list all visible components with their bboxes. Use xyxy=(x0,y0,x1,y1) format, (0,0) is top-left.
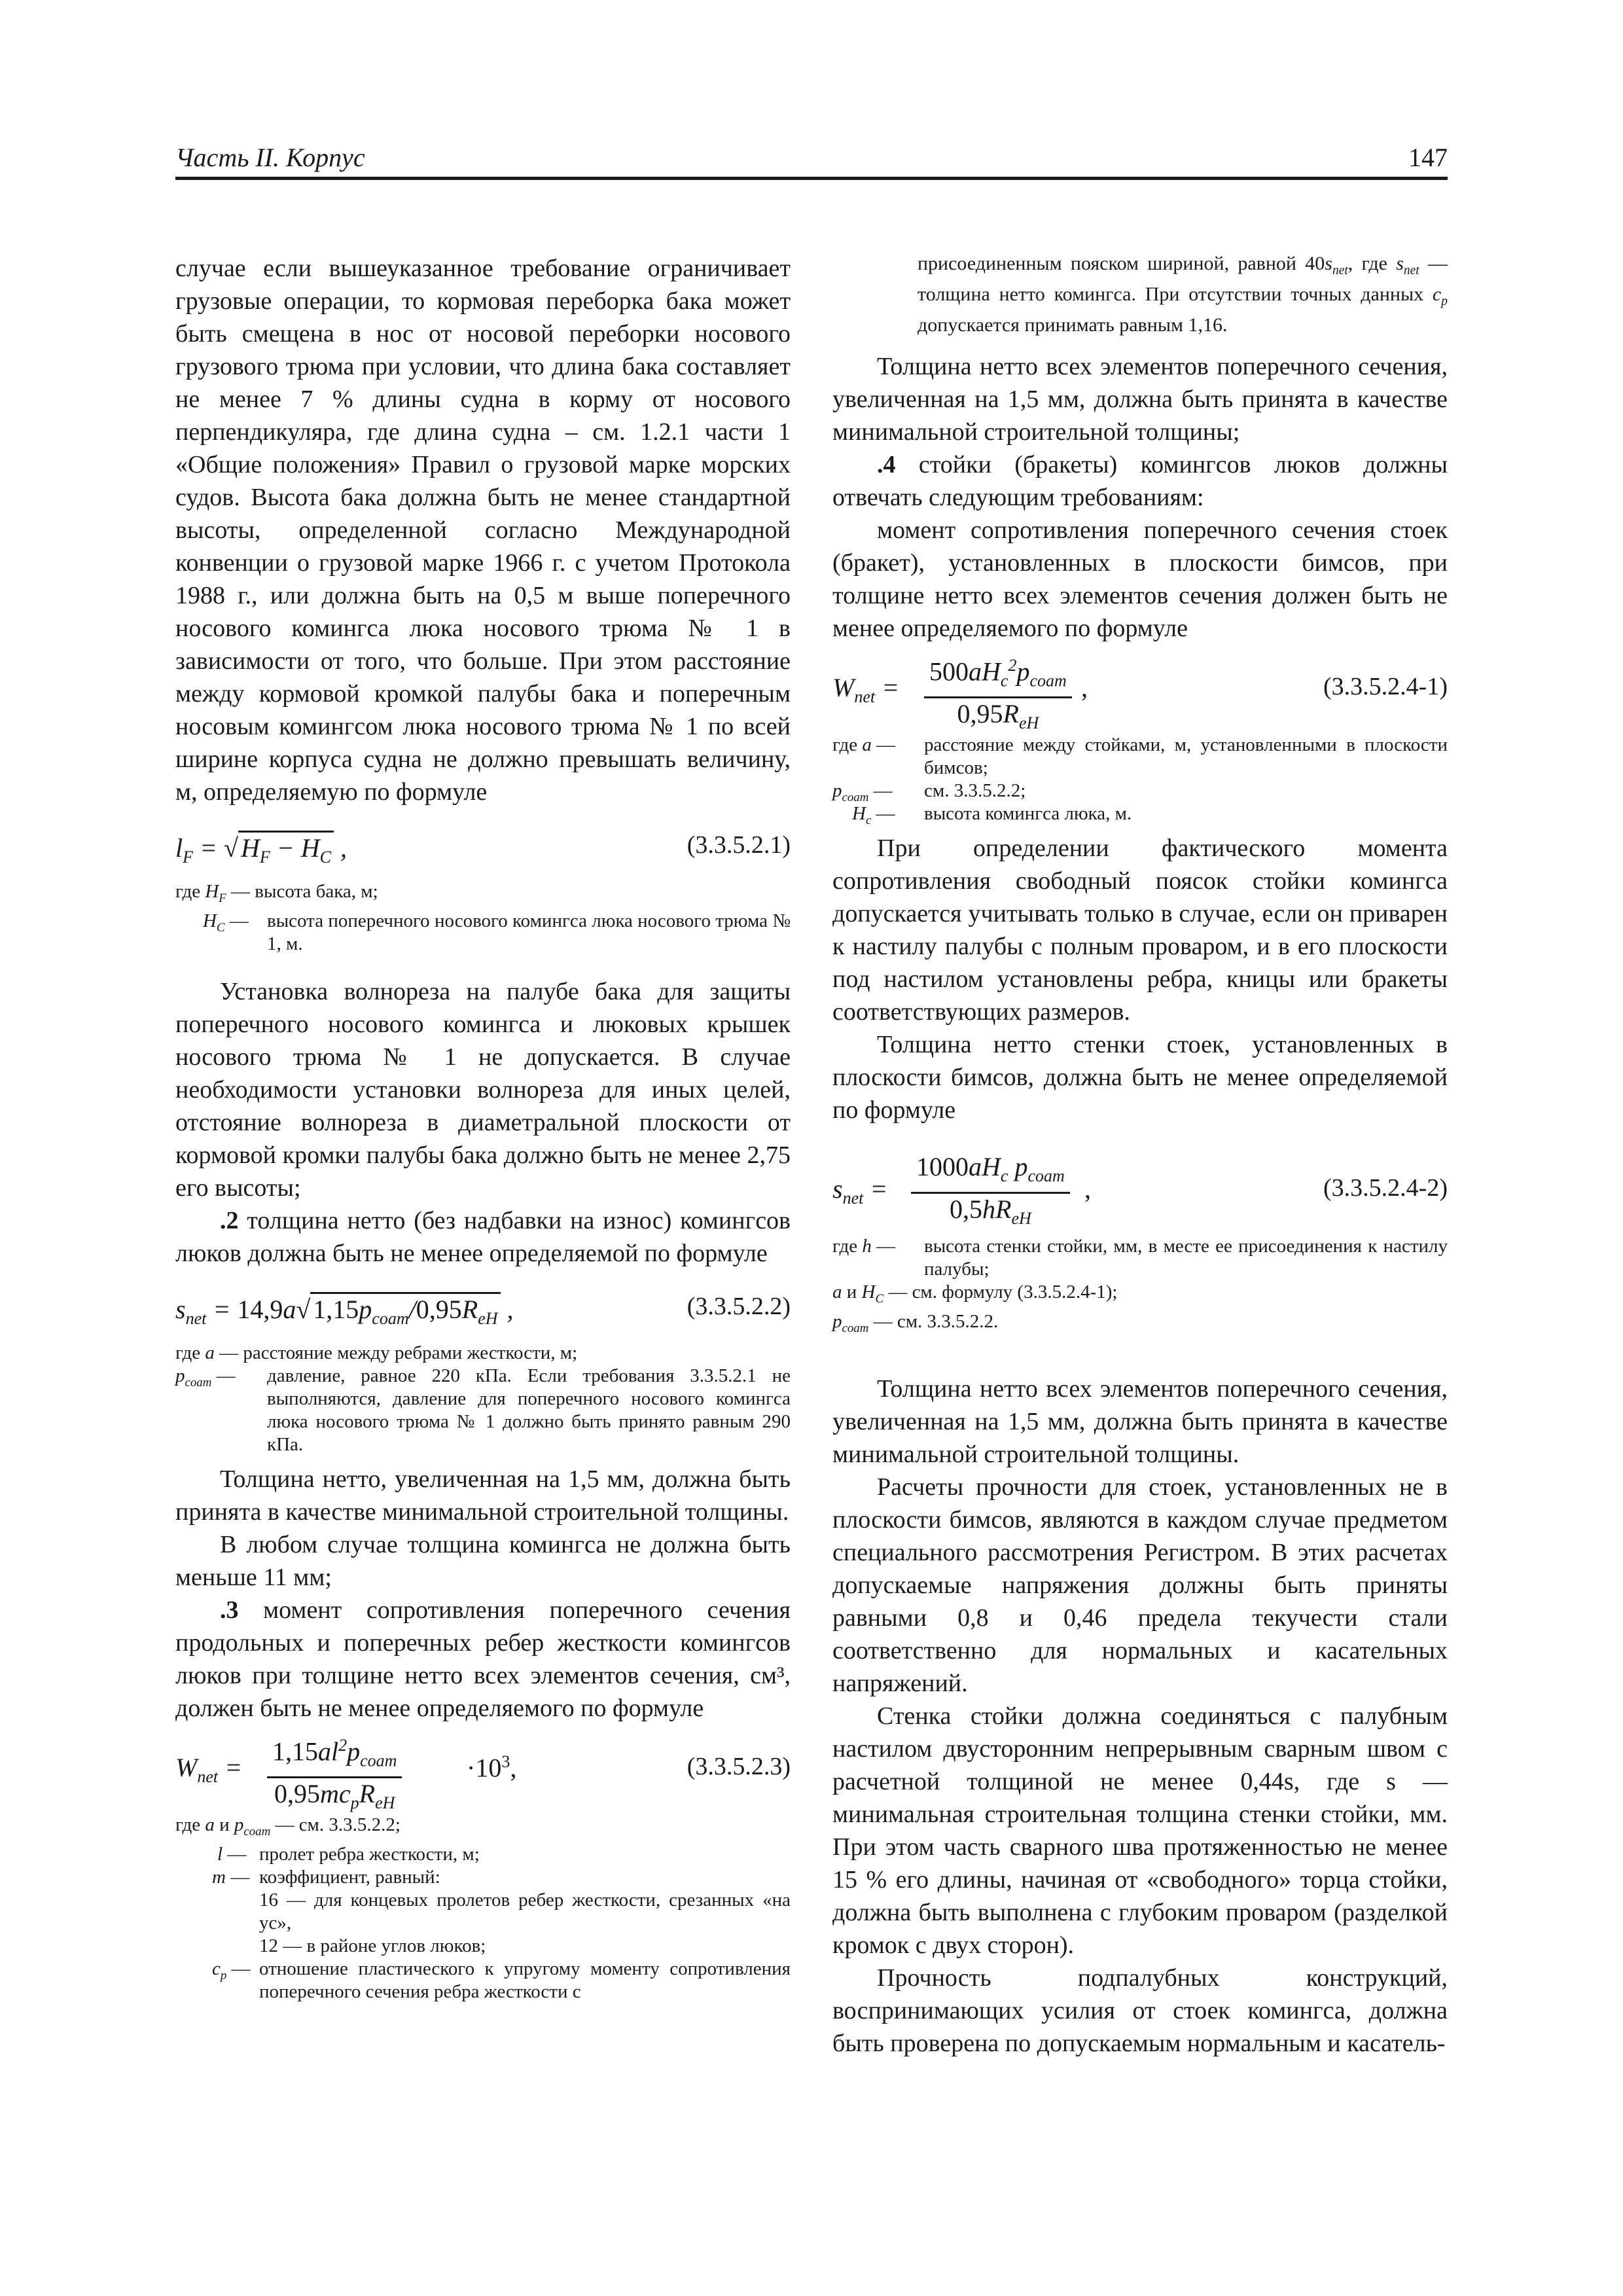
paragraph: Толщина нетто, увеличенная на 1,5 мм, должна быть принята в качестве минимальной строительной толщины. xyxy=(175,1465,791,1526)
right-column xyxy=(832,252,1448,2060)
formula-3-3-5-2-4-1: $W_{net}$ = $500aH_c^2p_{coam}$ $0,95R_{eH}$ , (3.3.5.2.4-1) xyxy=(832,650,1448,728)
paragraph: В любом случае толщина комингса не должна быть меньше 11 мм; xyxy=(175,1530,791,1591)
paragraph: Толщина нетто всех элементов поперечного сечения, увеличенная на 1,5 мм, должна быть принята в качестве минимальной строительной толщины. xyxy=(832,1374,1448,1468)
formula-definitions: где a и $p_{coam}$ — см. 3.3.5.2.2; l — пролет ребра жесткости, м; m — коэффициент, равный: 16 — для концевых пролетов ребер жесткости, срезанных «на ус», 12 — в районе углов люков; $c_p$ — отношение пластического к упругому моменту сопротивления поперечного сечения ребра жесткости с xyxy=(175,1814,791,2002)
paragraph: .2 толщина нетто (без надбавки на износ) комингсов люков должна быть не менее определяемой по формуле xyxy=(175,1206,791,1267)
paragraph: Толщина нетто всех элементов поперечного сечения, увеличенная на 1,5 мм, должна быть принята в качестве минимальной строительной толщины; xyxy=(832,353,1448,446)
formula-3-3-5-2-2 xyxy=(175,1275,791,1336)
formula-number: (3.3.5.2.3) xyxy=(687,1752,791,1780)
formula-number: (3.3.5.2.2) xyxy=(687,1292,791,1320)
formula-expression: $W_{net}$ = xyxy=(175,1752,243,1786)
formula-3-3-5-2-1 xyxy=(175,814,791,875)
formula-expression: $s_{net} = 14,9a√$ $1,15p_{coam}/0,95R_{eH}$ , xyxy=(175,1292,514,1329)
fraction: $500aH_c^2p_{coam}$ $0,95R_{eH}$ xyxy=(924,650,1072,739)
paragraph: Установка волнореза на палубе бака для защиты поперечного носового комингса и люковых крышек носового трюма № 1 не допускается. В случае необходимости установки волнореза для иных целей, отстояние волнореза в диаметральной плоскости от кормовой кромки палубы бака должно быть не менее 2,75 его высоты; xyxy=(175,977,791,1202)
paragraph: случае если вышеуказанное требование ограничивает грузовые операции, то кормовая переборка бака может быть смещена в нос от носовой переборки носового грузового трюма при условии, что длина бака составляет не менее 7 % длины судна в корму от носового перпендикуляра, где длина судна – см. 1.2.1 части 1 «Общие положения» Правил о грузовой марке морских судов. Высота бака должна быть не менее стандартной высоты, определенной согласно Международной конвенции о грузовой марке 1966 г. с учетом Протокола 1988 г., или должна быть на 0,5 м выше поперечного носового комингса люка носового трюма № 1 в зависимости от того, что больше. При этом расстояние между кормовой кромкой палубы бака и поперечным носовым комингсом люка носового трюма № 1 по всей ширине корпуса судна не должно превышать величину, м, определяемую по формуле xyxy=(175,255,791,806)
paragraph: При определении фактического момента сопротивления свободный поясок стойки комингса допускается учитывать только в случае, если он приварен к настилу палубы с полным проваром, и в его плоскости под настилом установлены ребра, кницы или бракеты соответствующих размеров. xyxy=(832,834,1448,1026)
section-title: Часть II. Корпус xyxy=(175,143,365,172)
formula-definitions: где $H_F$ — высота бака, м; $H_C$ — высота поперечного носового комингса люка носового трюма № 1, м. xyxy=(175,881,791,954)
paragraph: Толщина нетто стенки стоек, установленных в плоскости бимсов, должна быть не менее определяемой по формуле xyxy=(832,1031,1448,1124)
formula-definitions: где h — высота стенки стойки, мм, в месте ее присоединения к настилу палубы; a и $H_C$ — см. формулу (3.3.5.2.4-1); $p_{coam}$ — см. 3.3.5.2.2. xyxy=(832,1236,1448,1335)
page-number: 147 xyxy=(1408,143,1448,172)
formula-number: (3.3.5.2.4-1) xyxy=(1323,673,1448,700)
paragraph: Стенка стойки должна соединяться с палубным настилом двусторонним непрерывным сварным швом с расчетной толщиной не менее 0,44s, где s — минимальная строительная толщина стенки стойки, мм. При этом часть сварного шва протяженностью не менее 15 % его длины, начиная от «свободного» торца стойки, должна быть выполнена с глубоким проваром (разделкой кромок с двух сторон). xyxy=(832,1702,1448,1959)
formula-3-3-5-2-3: $W_{net}$ = $1,15al^2p_{coam}$ $0,95mc_pR_{eH}$ $\cdot 10^3$, (3.3.5.2.3) xyxy=(175,1730,791,1808)
formula-definitions: где a — расстояние между ребрами жесткости, м; $p_{coam}$ — давление, равное 220 кПа. Если требования 3.3.5.2.1 не выполняются, давление для поперечного носового комингса люка носового трюма № 1 должно быть принято равным 290 кПа. xyxy=(175,1342,791,1455)
fraction: $1000aH_c$ $p_{coam}$ $0,5hR_{eH}$ xyxy=(911,1151,1070,1234)
definition-continuation: присоединенным пояском шириной, равной $40s_{net}$, где $s_{net}$ — толщина нетто комингса. При отсутствии точных данных $c_p$ допускается принимать равным 1,16. xyxy=(918,253,1448,336)
formula-expression: $s_{net}$ = xyxy=(832,1174,888,1208)
formula-number: (3.3.5.2.1) xyxy=(687,831,791,859)
paragraph: .4 стойки (бракеты) комингсов люков должны отвечать следующим требованиям: xyxy=(832,451,1448,511)
running-header xyxy=(175,143,1448,180)
formula-definitions: где a — расстояние между стойками, м, установленными в плоскости бимсов; $p_{coam}$ — см. 3.3.5.2.2; $H_c$ — высота комингса люка, м. xyxy=(832,734,1448,827)
paragraph: .3 момент сопротивления поперечного сечения продольных и поперечных ребер жесткости комингсов люков при толщине нетто всех элементов сечения, см³, должен быть не менее определяемого по формуле xyxy=(175,1596,791,1722)
formula-expression: $l_F$ = √ $H_F - H_C$ , xyxy=(175,831,347,867)
formula-3-3-5-2-4-2: $s_{net}$ = $1000aH_c$ $p_{coam}$ $0,5hR_{eH}$ , (3.3.5.2.4-2) xyxy=(832,1151,1448,1230)
fraction: $1,15al^2p_{coam}$ $0,95mc_pR_{eH}$ xyxy=(267,1730,402,1819)
paragraph: момент сопротивления поперечного сечения стоек (бракет), установленных в плоскости бимсов, при толщине нетто всех элементов сечения должен быть не менее определяемого по формуле xyxy=(832,516,1448,642)
formula-number: (3.3.5.2.4-2) xyxy=(1323,1174,1448,1202)
formula-expression: $W_{net}$ = xyxy=(832,673,900,706)
left-column xyxy=(175,252,791,2010)
paragraph: Прочность подпалубных конструкций, воспринимающих усилия от стоек комингса, должна быть проверена по допускаемым нормальным и касатель- xyxy=(832,1964,1448,2057)
paragraph: Расчеты прочности для стоек, установленных не в плоскости бимсов, являются в каждом случае предметом специального рассмотрения Регистром. В этих расчетах допускаемые напряжения должны быть приняты равными 0,8 и 0,46 предела текучести стали соответственно для нормальных и касательных напряжений. xyxy=(832,1473,1448,1697)
